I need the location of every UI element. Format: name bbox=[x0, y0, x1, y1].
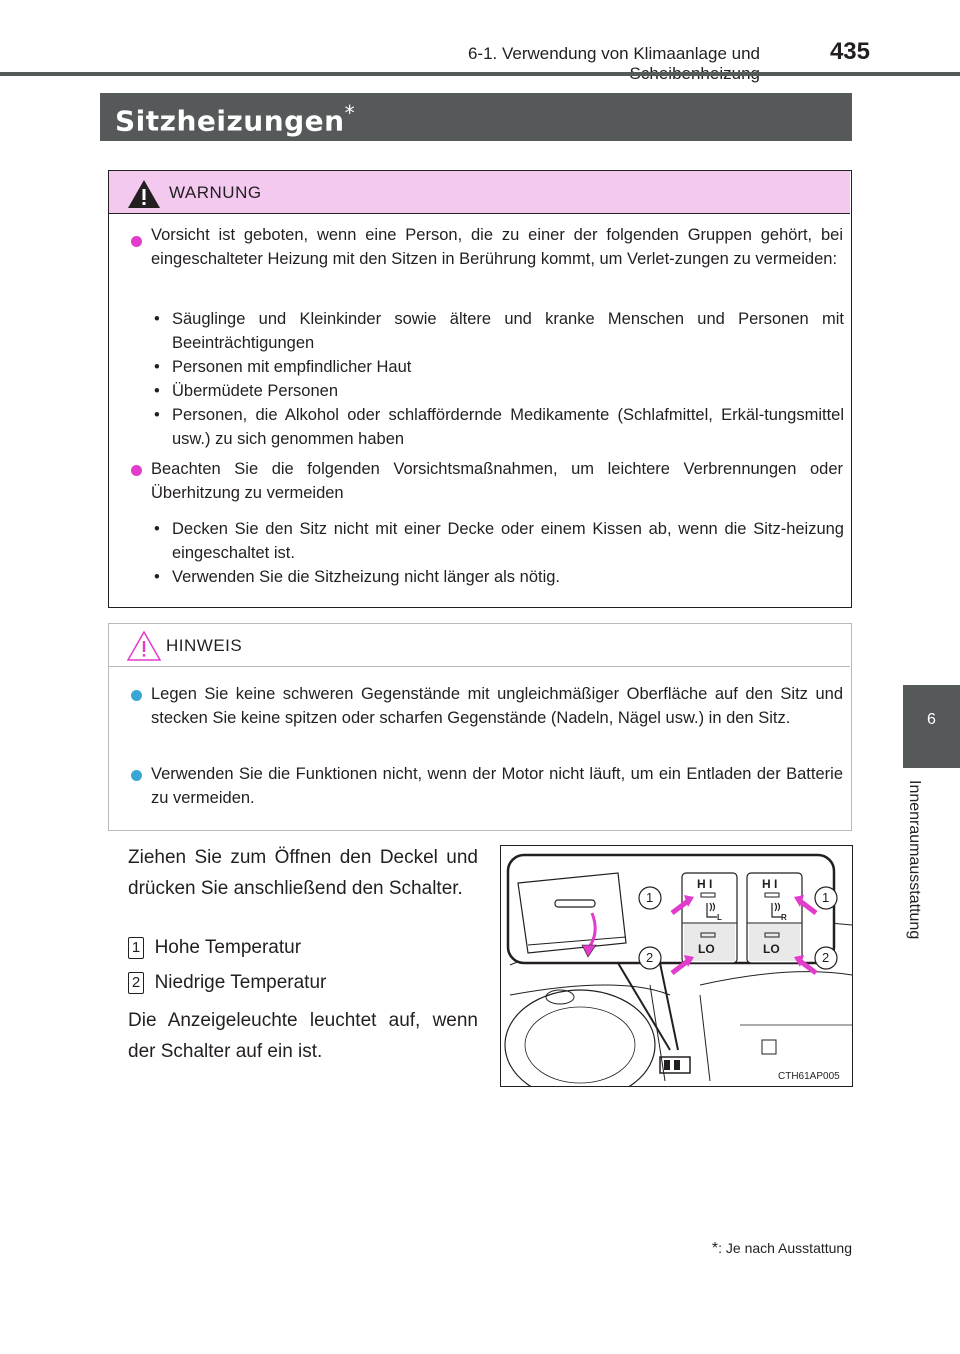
seat-heater-illustration bbox=[500, 845, 853, 1087]
caution-triangle-icon bbox=[127, 630, 161, 662]
note-box bbox=[108, 623, 852, 831]
chapter-number: 6 bbox=[927, 711, 936, 728]
chapter-title: Innenraumausstattung bbox=[906, 780, 923, 940]
switch-right-side-mark: R bbox=[781, 913, 787, 922]
chapter-tab bbox=[903, 685, 960, 768]
instruction-text: Ziehen Sie zum Öffnen den Deckel und drücken Sie anschließend den Schalter. bbox=[128, 847, 478, 899]
figure-code: CTH61AP005 bbox=[778, 1071, 840, 1082]
note-item-2: Verwenden Sie die Funktionen nicht, wenn der Motor nicht läuft, um ein Entladen der Batterie zu vermeiden. bbox=[151, 765, 843, 807]
warning-subitem: • Decken Sie den Sitz nicht mit einer Decke oder einem Kissen ab, wenn die Sitz-heizung eingeschaltet ist. • Verwenden Sie die Sitzheizung nicht länger als nötig. bbox=[154, 520, 844, 586]
note-label: HINWEIS bbox=[166, 636, 243, 655]
callout-2-left: 2 bbox=[646, 950, 654, 965]
switch-right-lo-label: LO bbox=[763, 942, 780, 956]
legend-item-2: 2 Niedrige Temperatur bbox=[128, 967, 326, 998]
legend-item-1: 1 Hohe Temperatur bbox=[128, 932, 301, 963]
page-number: 435 bbox=[829, 38, 870, 65]
indicator-text: Die Anzeigeleuchte leuchtet auf, wenn der Schalter auf ein ist. bbox=[128, 1010, 478, 1062]
warning-triangle-icon bbox=[127, 179, 161, 209]
callout-2-right: 2 bbox=[822, 950, 830, 965]
chapter-title-vertical bbox=[901, 780, 925, 970]
callout-number-box: 2 bbox=[128, 972, 144, 994]
warning-item-2: Beachten Sie die folgenden Vorsichtsmaßnahmen, um leichtere Verbrennungen oder Überhitzung zu vermeiden bbox=[151, 460, 843, 502]
callout-1-left: 1 bbox=[646, 890, 654, 905]
switch-left-side-mark: L bbox=[717, 913, 722, 922]
asterisk-mark: * bbox=[344, 101, 356, 125]
footnote-text: : Je nach Ausstattung bbox=[718, 1240, 852, 1256]
page-title bbox=[115, 101, 355, 137]
warning-box bbox=[108, 170, 852, 608]
warning-subitem: • Säuglinge und Kleinkinder sowie ältere und kranke Menschen und Personen mit Beeinträchtigungen • Personen mit empfindlicher Haut • Übermüdete Personen • Personen, die Alkohol oder schlaffördernde Medikamente (Schlafmittel, Erkäl-tungsmittel usw.) zu sich genommen haben bbox=[154, 310, 844, 448]
note-header bbox=[109, 624, 850, 667]
page-title-text: Sitzheizungen bbox=[115, 104, 345, 138]
section-title-bar bbox=[100, 93, 852, 141]
switch-right-hi-label: H I bbox=[762, 877, 778, 891]
switch-left-lo-label: LO bbox=[698, 942, 715, 956]
callout-1-right: 1 bbox=[822, 890, 830, 905]
warning-label: WARNUNG bbox=[169, 183, 262, 202]
dashboard-drawing bbox=[500, 845, 853, 1087]
switch-left-hi-label: H I bbox=[697, 877, 713, 891]
warning-header bbox=[109, 171, 850, 214]
running-header-section: 6-1. Verwendung von Klimaanlage und bbox=[467, 44, 760, 63]
asterisk-mark: * bbox=[711, 1240, 719, 1257]
callout-number-box: 1 bbox=[128, 937, 144, 959]
header-rule bbox=[0, 72, 960, 76]
note-item-1: Legen Sie keine schweren Gegenstände mit ungleichmäßiger Oberfläche auf den Sitz und stecken Sie keine spitzen oder scharfen Gegenstände (Nadeln, Nägel usw.) in den Sitz. bbox=[151, 685, 843, 727]
warning-item-1: Vorsicht ist geboten, wenn eine Person, die zu einer der folgenden Gruppen gehört, bei eingeschalteter Heizung mit den Sitzen in Berührung kommt, um Verlet-zungen zu vermeiden: bbox=[151, 226, 843, 268]
footnote bbox=[620, 1240, 852, 1258]
